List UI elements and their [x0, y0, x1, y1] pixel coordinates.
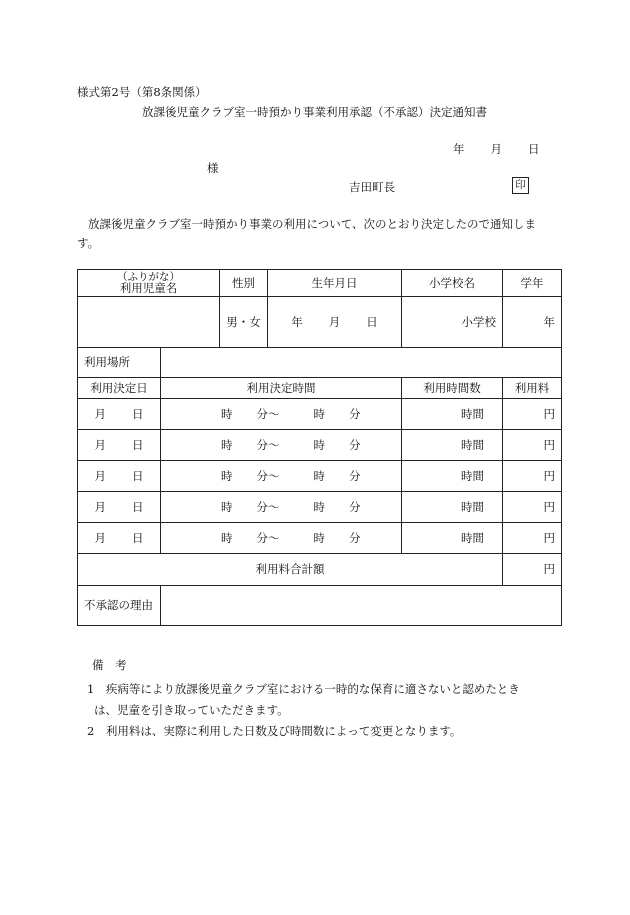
end-minute-unit: 分 — [349, 468, 361, 483]
intro-paragraph: 放課後児童クラブ室一時預かり事業の利用について、次のとおり決定したので通知します。 — [77, 217, 537, 250]
usage-time-cell — [161, 523, 402, 554]
usage-date-cell — [78, 399, 161, 430]
usage-time-cell — [161, 430, 402, 461]
child-name-label: 利用児童名 — [119, 281, 178, 295]
month-unit: 月 — [94, 530, 106, 545]
school-header: 小学校名 — [402, 270, 503, 297]
place-value-cell — [161, 348, 562, 378]
month-unit: 月 — [94, 406, 106, 421]
usage-time-cell — [161, 492, 402, 523]
gender-value: 男・女 — [220, 297, 268, 348]
rejection-reason-label: 不承認の理由 — [78, 586, 161, 626]
usage-date-header: 利用決定日 — [78, 378, 161, 399]
total-row — [78, 554, 562, 586]
birth-day-unit: 日 — [366, 314, 378, 329]
usage-hours-cell: 時間 — [402, 399, 503, 430]
month-unit: 月 — [94, 468, 106, 483]
start-hour-unit: 時 — [221, 530, 233, 545]
issue-date-month: 月 — [490, 142, 502, 156]
end-minute-unit: 分 — [349, 499, 361, 514]
furigana-label: （ふりがな） — [117, 271, 180, 283]
usage-row — [78, 523, 562, 554]
usage-fee-cell: 円 — [503, 399, 562, 430]
document-title: 放課後児童クラブ室一時預かり事業利用承認（不承認）決定通知書 — [142, 105, 487, 119]
child-info-row — [78, 297, 562, 348]
month-unit: 月 — [94, 499, 106, 514]
addressee-suffix: 様 — [207, 161, 219, 175]
birth-year-unit: 年 — [291, 314, 303, 329]
seal-mark: 印 — [512, 177, 529, 194]
start-minute-unit: 分～ — [256, 437, 280, 452]
birth-month-unit: 月 — [328, 314, 341, 329]
start-hour-unit: 時 — [221, 499, 233, 514]
gender-header: 性別 — [220, 270, 268, 297]
day-unit: 日 — [132, 530, 144, 545]
grade-header: 学年 — [503, 270, 562, 297]
usage-fee-cell: 円 — [503, 430, 562, 461]
place-row — [78, 348, 562, 378]
end-hour-unit: 時 — [313, 437, 325, 452]
sender-name: 吉田町長 — [349, 180, 395, 194]
end-hour-unit: 時 — [313, 406, 325, 421]
end-minute-unit: 分 — [349, 406, 361, 421]
usage-fee-cell: 円 — [503, 523, 562, 554]
usage-date-cell — [78, 430, 161, 461]
total-fee-cell: 円 — [503, 554, 562, 586]
day-unit: 日 — [132, 406, 144, 421]
notes-heading: 備 考 — [92, 658, 127, 672]
start-hour-unit: 時 — [221, 406, 233, 421]
usage-hours-header: 利用時間数 — [402, 378, 503, 399]
end-hour-unit: 時 — [313, 499, 325, 514]
usage-date-cell — [78, 492, 161, 523]
issue-date-day: 日 — [528, 142, 540, 156]
end-minute-unit: 分 — [349, 437, 361, 452]
issue-date — [453, 141, 540, 157]
form-label: 様式第2号（第8条関係） — [77, 85, 207, 99]
note-1-line-2: は、児童を引き取っていただきます。 — [94, 703, 289, 717]
issue-date-year: 年 — [453, 142, 465, 156]
child-name-header — [78, 270, 220, 297]
start-minute-unit: 分～ — [256, 530, 280, 545]
start-minute-unit: 分～ — [256, 406, 280, 421]
total-fee-label: 利用料合計額 — [78, 554, 503, 586]
usage-time-cell — [161, 399, 402, 430]
day-unit: 日 — [132, 499, 144, 514]
usage-row — [78, 492, 562, 523]
table-header-row — [78, 270, 562, 297]
notice-table — [77, 269, 562, 626]
usage-time-cell — [161, 461, 402, 492]
reason-row — [78, 586, 562, 626]
birthdate-cell — [268, 297, 402, 348]
usage-hours-cell: 時間 — [402, 461, 503, 492]
start-minute-unit: 分～ — [256, 499, 280, 514]
usage-hours-cell: 時間 — [402, 523, 503, 554]
usage-hours-cell: 時間 — [402, 430, 503, 461]
usage-fee-header: 利用料 — [503, 378, 562, 399]
usage-fee-cell: 円 — [503, 492, 562, 523]
month-unit: 月 — [94, 437, 106, 452]
usage-hours-cell: 時間 — [402, 492, 503, 523]
note-1-line-1: 1 疾病等により放課後児童クラブ室における一時的な保育に適さないと認めたとき — [87, 682, 520, 696]
grade-cell: 年 — [503, 297, 562, 348]
note-2: 2 利用料は、実際に利用した日数及び時間数によって変更となります。 — [87, 724, 462, 738]
birthdate-header: 生年月日 — [268, 270, 402, 297]
usage-date-cell — [78, 461, 161, 492]
child-name-cell — [78, 297, 220, 348]
start-hour-unit: 時 — [221, 468, 233, 483]
usage-time-header: 利用決定時間 — [161, 378, 402, 399]
usage-row — [78, 430, 562, 461]
end-minute-unit: 分 — [349, 530, 361, 545]
place-label: 利用場所 — [78, 348, 161, 378]
start-minute-unit: 分～ — [256, 468, 280, 483]
usage-date-cell — [78, 523, 161, 554]
school-cell: 小学校 — [402, 297, 503, 348]
day-unit: 日 — [132, 468, 144, 483]
usage-fee-cell: 円 — [503, 461, 562, 492]
day-unit: 日 — [132, 437, 144, 452]
usage-row — [78, 399, 562, 430]
usage-header-row — [78, 378, 562, 399]
end-hour-unit: 時 — [313, 468, 325, 483]
rejection-reason-cell — [161, 586, 562, 626]
start-hour-unit: 時 — [221, 437, 233, 452]
usage-row — [78, 461, 562, 492]
end-hour-unit: 時 — [313, 530, 325, 545]
